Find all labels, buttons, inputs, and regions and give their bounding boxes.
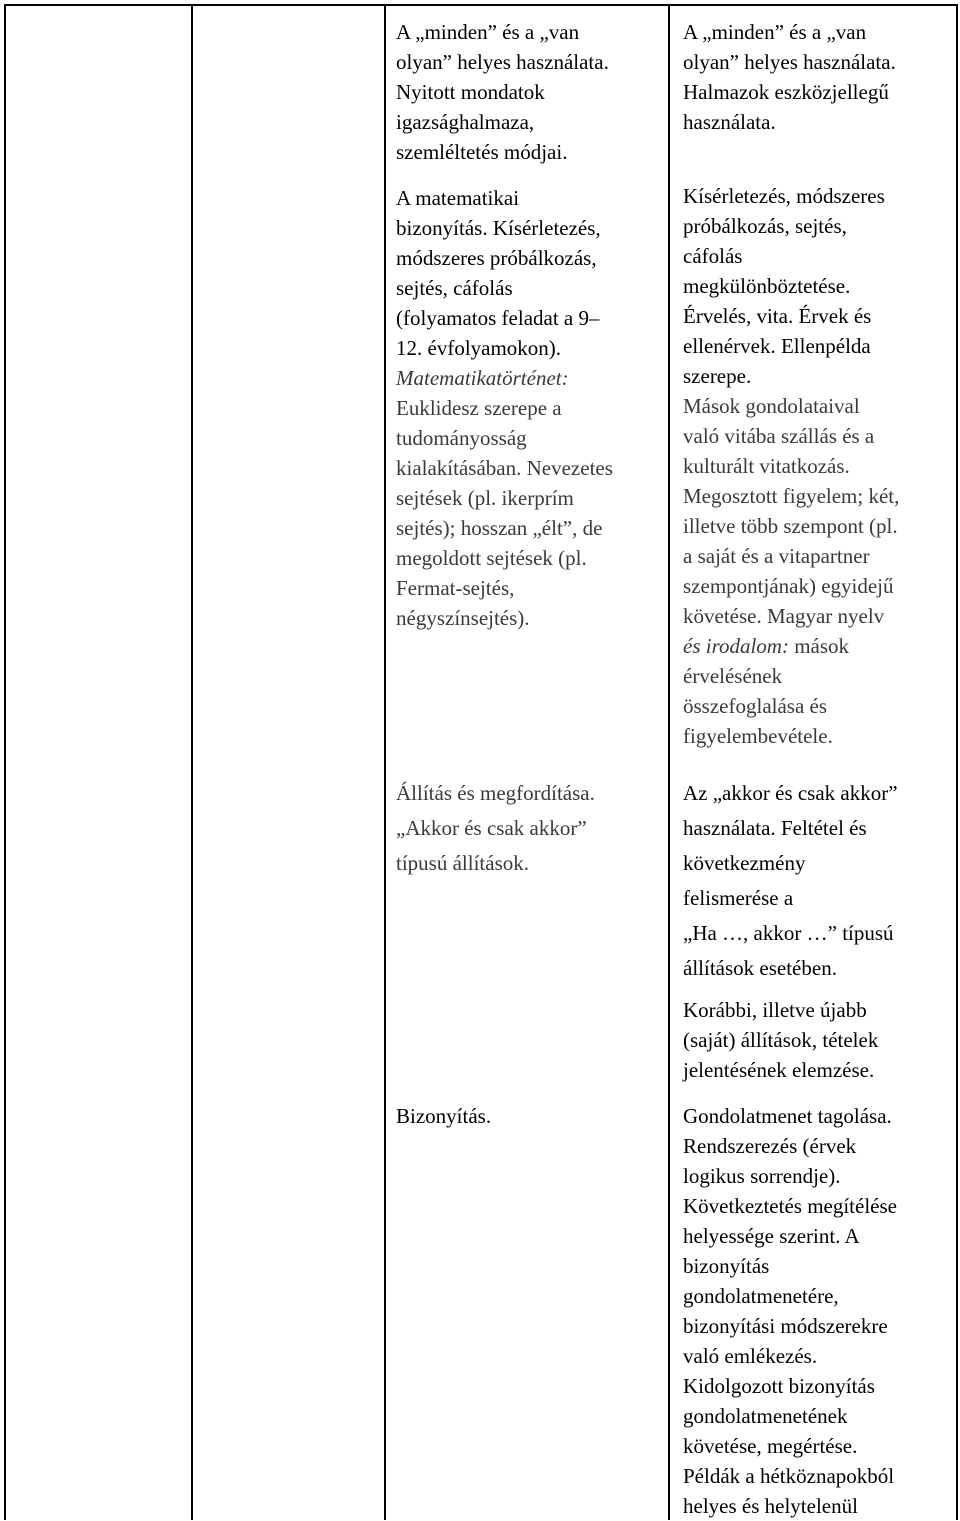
text-es-irodalom: és irodalom: (683, 634, 789, 658)
cell-text-kiserletezes (683, 181, 899, 751)
table-top-border (4, 4, 958, 6)
cell-text-gondolatmenet: Gondolatmenet tagolása. Rendszerezés (érvek logikus sorrendje). Következtetés megítélése helyessége szerint. A bizonyítás gondolatmenetére, bizonyítási módszerekre való emlékezés. Kidolgozott bizonyítás gondolatmenetének követése, megértése. Példák a hétköznapokból helyes és helytelenül (683, 1104, 897, 1518)
text-kiserletezes-ervelés: Kísérletezés, módszeres próbálkozás, sejtés, cáfolás megkülönböztetése. Érvelés, vita. Érvek és ellenérvek. Ellenpélda szerepe. (683, 184, 885, 388)
text-megosztott-figyelem: Megosztott figyelem; két, illetve több szempont (pl. a saját és a vitapartner szempontjának) egyidejű követése. Magyar nyelv (683, 484, 900, 628)
text-masok-gondolatai: Mások gondolataival való vitába szállás és a kulturált vitatkozás. (683, 394, 875, 478)
table-right-border (956, 5, 958, 1520)
column-divider-3 (668, 5, 670, 1520)
cell-text-halmazok: A „minden” és a „van olyan” helyes használata. Halmazok eszközjellegű használata. (683, 20, 896, 134)
text-bizonyitas-intro: A matematikai bizonyítás. Kísérletezés, módszeres próbálkozás, sejtés, cáfolás (folyamatos feladat a 9– 12. évfolyamokon). (396, 186, 601, 360)
cell-text-akkor-es-csak-akkor: Az „akkor és csak akkor” használata. Feltétel és következmény felismerése a „Ha …, akkor …” típusú állítások esetében. (683, 781, 898, 980)
text-euklidesz: Euklidesz szerepe a tudományosság kialakításában. Nevezetes sejtések (pl. ikerprím sejtés); hosszan „élt”, de megoldott sejtések (pl. Fermat-sejtés, négyszínsejtés). (396, 396, 613, 630)
column-divider-2 (384, 5, 386, 1520)
column-divider-1 (191, 5, 193, 1520)
cell-text-korabbi-allitasok: Korábbi, illetve újabb (saját) állítások, tételek jelentésének elemzése. (683, 998, 879, 1082)
text-masok-ervelesenek: mások érvelésének összefoglalása és figyelembevétele. (683, 634, 850, 748)
table-left-border (4, 5, 6, 1520)
cell-text-matematikai-bizonyitas (396, 183, 613, 633)
cell-text-bizonyitas: Bizonyítás. (396, 1104, 492, 1128)
cell-text-minden-van: A „minden” és a „van olyan” helyes használata. Nyitott mondatok igazsághalmaza, szemléltetés módjai. (396, 20, 609, 164)
text-matematikatortenet: Matematikatörténet: (396, 366, 569, 390)
cell-text-allitas-megforditas: Állítás és megfordítása. „Akkor és csak akkor” típusú állítások. (396, 781, 595, 875)
